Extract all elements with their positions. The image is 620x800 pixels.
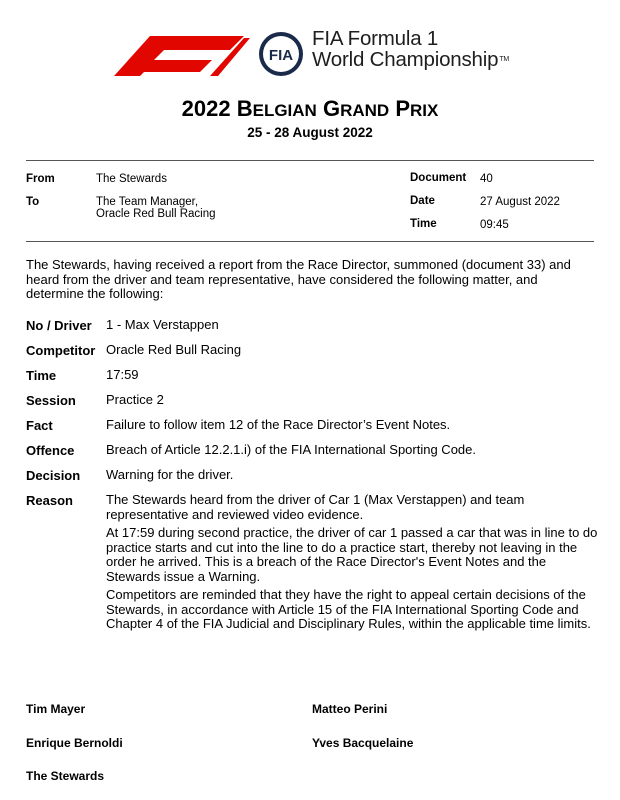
- event-dates: 25 - 28 August 2022: [247, 125, 373, 140]
- competitor-label: Competitor: [26, 343, 96, 358]
- intro-paragraph: The Stewards, having received a report from the Race Director, summoned (document 33) and heard from the driver and team representative, have considered the following matter, and determine the following:: [26, 257, 571, 301]
- title-word1-cap: B: [236, 96, 253, 121]
- signatory-1: Tim Mayer: [26, 702, 86, 716]
- f1-logo-icon: [112, 28, 250, 80]
- offence-label: Offence: [26, 443, 75, 458]
- title-word2-cap: G: [322, 96, 341, 121]
- title-word1-rest: ELGIAN: [252, 101, 317, 120]
- document-value: 40: [480, 173, 493, 185]
- driver-value: 1 - Max Verstappen: [106, 317, 219, 332]
- to-value-line1: The Team Manager,: [96, 196, 199, 208]
- fia-badge-text: FIA: [268, 47, 294, 64]
- date-label: Date: [410, 195, 435, 207]
- stewards-footer: The Stewards: [26, 769, 105, 783]
- from-label: From: [26, 173, 55, 185]
- reason-label: Reason: [26, 493, 73, 508]
- logo-line2: World Championship: [312, 48, 499, 71]
- time-label: Time: [410, 218, 437, 230]
- to-value: [96, 196, 216, 220]
- signatory-4: Yves Bacquelaine: [312, 736, 414, 750]
- offence-value: Breach of Article 12.2.1.i) of the FIA International Sporting Code.: [106, 442, 476, 457]
- title-word3-cap: P: [395, 96, 411, 121]
- divider-bottom: [26, 241, 594, 242]
- time-row-label: Time: [26, 368, 57, 383]
- logo-text: [312, 28, 509, 70]
- from-value: The Stewards: [96, 173, 167, 185]
- reason-paragraph-1: The Stewards heard from the driver of Car 1 (Max Verstappen) and team representative and reviewed video evidence.: [106, 492, 525, 522]
- session-value: Practice 2: [106, 392, 164, 407]
- event-title: [0, 96, 620, 124]
- time-row-value: 17:59: [106, 367, 139, 382]
- to-label: To: [26, 196, 40, 208]
- reason-paragraph-2: At 17:59 during second practice, the driver of car 1 passed a car that was in line to do practice starts and cut into the line to do a practice start, thereby not leaving in the order he arrived. This is a breach of the Race Director's Event Notes and the Stewards issue a Warning.: [106, 525, 598, 584]
- date-value: 27 August 2022: [480, 196, 560, 208]
- decision-label: Decision: [26, 468, 81, 483]
- divider-top: [26, 160, 594, 161]
- competitor-value: Oracle Red Bull Racing: [106, 342, 242, 357]
- driver-label: No / Driver: [26, 318, 92, 333]
- time-value: 09:45: [480, 219, 509, 231]
- to-value-line2: Oracle Red Bull Racing: [96, 208, 216, 220]
- reason-paragraph-3: Competitors are reminded that they have the right to appeal certain decisions of the Stewards, in accordance with Article 15 of the FIA International Sporting Code and Chapter 4 of the FIA Judicial and Disciplinary Rules, within the applicable time limits.: [106, 587, 591, 631]
- document-title: [0, 96, 620, 141]
- fia-badge-icon: [252, 28, 310, 80]
- title-word2-rest: RAND: [340, 101, 390, 120]
- signatory-3: Enrique Bernoldi: [26, 736, 123, 750]
- reason-value: [106, 493, 601, 636]
- fia-f1-logo: [112, 28, 532, 80]
- trademark: TM: [499, 56, 510, 63]
- title-year: 2022: [181, 96, 231, 121]
- title-word3-rest: RIX: [410, 101, 439, 120]
- document-label: Document: [410, 172, 467, 184]
- fact-label: Fact: [26, 418, 53, 433]
- session-label: Session: [26, 393, 76, 408]
- decision-value: Warning for the driver.: [106, 467, 234, 482]
- logo-line1: FIA Formula 1: [312, 27, 439, 50]
- fact-value: Failure to follow item 12 of the Race Director’s Event Notes.: [106, 417, 451, 432]
- signatory-2: Matteo Perini: [312, 702, 388, 716]
